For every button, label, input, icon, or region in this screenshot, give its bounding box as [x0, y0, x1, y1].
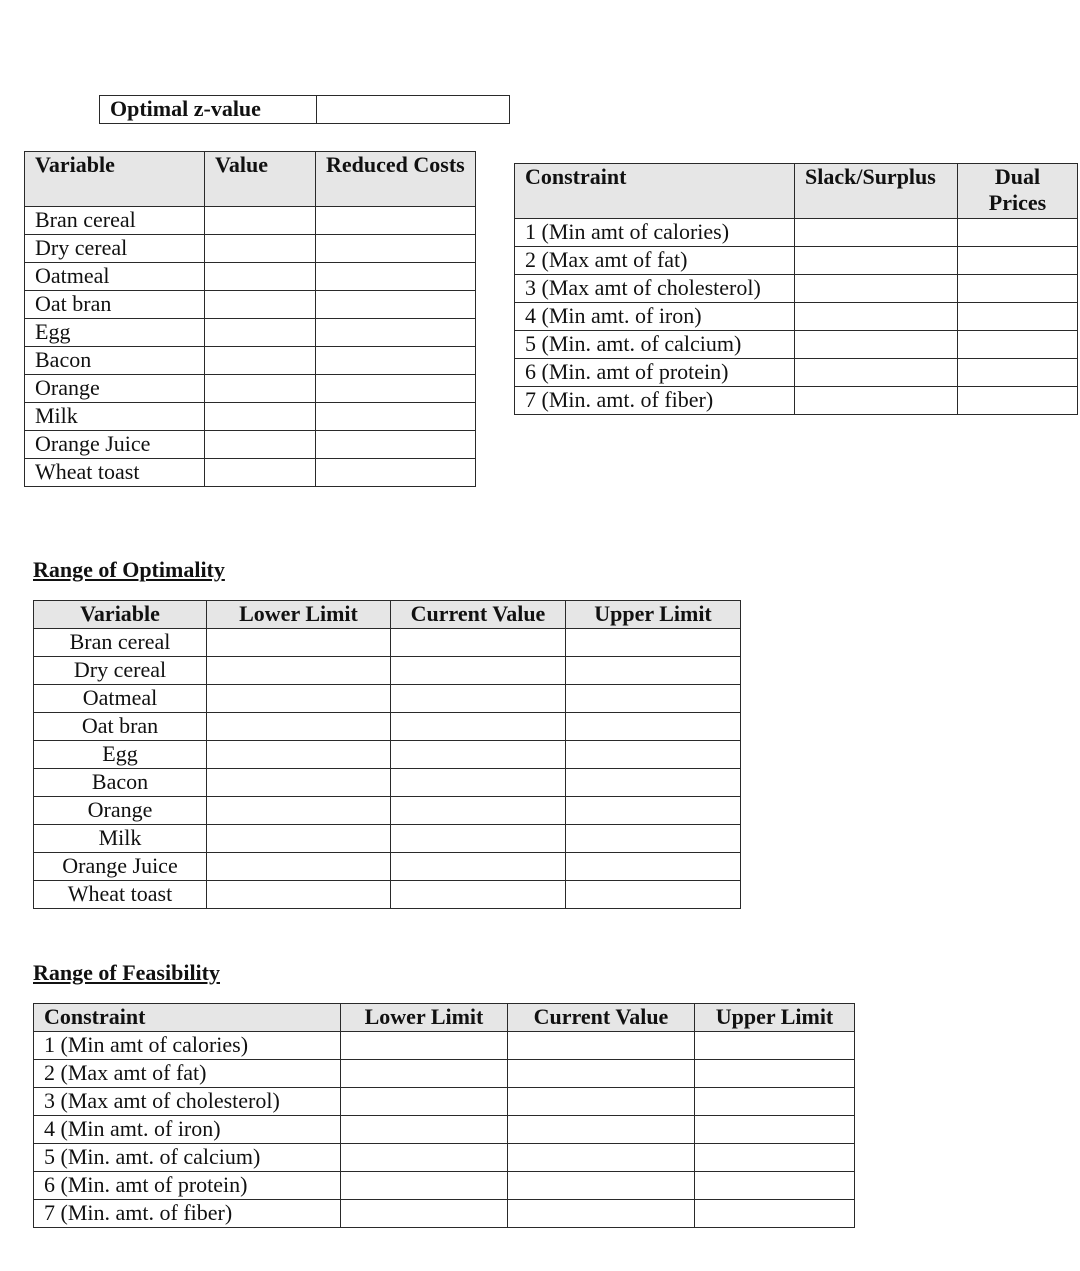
row-label: Bran cereal [34, 629, 207, 657]
answer-cell[interactable] [795, 275, 958, 303]
table-row [34, 769, 741, 797]
row-label: 6 (Min. amt of protein) [34, 1172, 341, 1200]
row-label: Oat bran [25, 291, 205, 319]
row-label: 6 (Min. amt of protein) [515, 359, 795, 387]
row-label: 7 (Min. amt. of fiber) [34, 1200, 341, 1228]
answer-cell[interactable] [508, 1144, 695, 1172]
answer-cell[interactable] [695, 1032, 855, 1060]
row-label: Wheat toast [25, 459, 205, 487]
feas-lower-limit-header: Lower Limit [341, 1004, 508, 1032]
answer-cell[interactable] [508, 1088, 695, 1116]
answer-cell[interactable] [695, 1060, 855, 1088]
answer-cell[interactable] [205, 319, 316, 347]
answer-cell[interactable] [795, 219, 958, 247]
answer-cell[interactable] [207, 797, 391, 825]
row-label: Orange [25, 375, 205, 403]
answer-cell[interactable] [958, 387, 1078, 415]
row-label: 2 (Max amt of fat) [515, 247, 795, 275]
row-label: Oat bran [34, 713, 207, 741]
answer-cell[interactable] [566, 713, 741, 741]
answer-cell[interactable] [205, 291, 316, 319]
answer-cell[interactable] [341, 1172, 508, 1200]
answer-cell[interactable] [341, 1116, 508, 1144]
answer-cell[interactable] [958, 359, 1078, 387]
feas-constraint-header: Constraint [34, 1004, 341, 1032]
answer-cell[interactable] [695, 1144, 855, 1172]
answer-cell[interactable] [566, 685, 741, 713]
answer-cell[interactable] [795, 359, 958, 387]
opt-lower-limit-header: Lower Limit [207, 601, 391, 629]
table-row [515, 387, 1078, 415]
answer-cell[interactable] [341, 1144, 508, 1172]
answer-cell[interactable] [508, 1032, 695, 1060]
value-header: Value [205, 152, 316, 207]
answer-cell[interactable] [316, 347, 476, 375]
answer-cell[interactable] [205, 459, 316, 487]
answer-cell[interactable] [958, 303, 1078, 331]
table-row [515, 331, 1078, 359]
row-label: Oatmeal [25, 263, 205, 291]
answer-cell[interactable] [795, 331, 958, 359]
answer-cell[interactable] [566, 853, 741, 881]
answer-cell[interactable] [207, 657, 391, 685]
answer-cell[interactable] [207, 629, 391, 657]
table-row [34, 657, 741, 685]
row-label: Egg [25, 319, 205, 347]
answer-cell[interactable] [958, 219, 1078, 247]
answer-cell[interactable] [316, 263, 476, 291]
answer-cell[interactable] [207, 769, 391, 797]
answer-cell[interactable] [391, 853, 566, 881]
table-row [25, 403, 476, 431]
answer-cell[interactable] [958, 247, 1078, 275]
row-label: 2 (Max amt of fat) [34, 1060, 341, 1088]
table-row [34, 825, 741, 853]
table-row [515, 247, 1078, 275]
table-row [34, 1144, 855, 1172]
answer-cell[interactable] [566, 797, 741, 825]
table-row [34, 1116, 855, 1144]
answer-cell[interactable] [508, 1200, 695, 1228]
answer-cell[interactable] [566, 881, 741, 909]
range-of-feasibility-heading: Range of Feasibility [33, 960, 220, 985]
answer-cell[interactable] [205, 403, 316, 431]
constraint-header: Constraint [515, 164, 795, 219]
row-label: 5 (Min. amt. of calcium) [34, 1144, 341, 1172]
answer-cell[interactable] [795, 247, 958, 275]
answer-cell[interactable] [205, 431, 316, 459]
opt-variable-header: Variable [34, 601, 207, 629]
table-row [34, 881, 741, 909]
answer-cell[interactable] [508, 1172, 695, 1200]
variables-table [24, 151, 476, 487]
answer-cell[interactable] [695, 1116, 855, 1144]
answer-cell[interactable] [207, 881, 391, 909]
answer-cell[interactable] [316, 291, 476, 319]
optimal-z-value-label: Optimal z-value [100, 96, 317, 124]
row-label: Wheat toast [34, 881, 207, 909]
row-label: 3 (Max amt of cholesterol) [515, 275, 795, 303]
table-row [34, 713, 741, 741]
answer-cell[interactable] [391, 685, 566, 713]
feas-upper-limit-header: Upper Limit [695, 1004, 855, 1032]
opt-current-value-header: Current Value [391, 601, 566, 629]
answer-cell[interactable] [391, 741, 566, 769]
row-label: Oatmeal [34, 685, 207, 713]
answer-cell[interactable] [695, 1172, 855, 1200]
answer-cell[interactable] [341, 1032, 508, 1060]
answer-cell[interactable] [391, 629, 566, 657]
answer-cell[interactable] [205, 207, 316, 235]
answer-cell[interactable] [566, 825, 741, 853]
answer-cell[interactable] [391, 797, 566, 825]
answer-cell[interactable] [316, 403, 476, 431]
answer-cell[interactable] [205, 375, 316, 403]
table-row [34, 797, 741, 825]
table-row [515, 359, 1078, 387]
row-label: Orange Juice [34, 853, 207, 881]
answer-cell[interactable] [341, 1060, 508, 1088]
row-label: Bacon [34, 769, 207, 797]
answer-cell[interactable] [207, 713, 391, 741]
row-label: 1 (Min amt of calories) [34, 1032, 341, 1060]
answer-cell[interactable] [695, 1200, 855, 1228]
table-row [25, 347, 476, 375]
answer-cell[interactable] [391, 825, 566, 853]
row-label: 1 (Min amt of calories) [515, 219, 795, 247]
range-of-feasibility-table [33, 1003, 855, 1228]
table-row [34, 1060, 855, 1088]
dual-prices-header: Dual Prices [958, 164, 1078, 219]
answer-cell[interactable] [341, 1200, 508, 1228]
table-row [515, 303, 1078, 331]
answer-cell[interactable] [391, 769, 566, 797]
table-row [34, 629, 741, 657]
answer-cell[interactable] [958, 275, 1078, 303]
constraints-table [514, 163, 1078, 415]
row-label: 5 (Min. amt. of calcium) [515, 331, 795, 359]
answer-cell[interactable] [391, 657, 566, 685]
row-label: 7 (Min. amt. of fiber) [515, 387, 795, 415]
row-label: Milk [25, 403, 205, 431]
row-label: 3 (Max amt of cholesterol) [34, 1088, 341, 1116]
optimal-z-value-cell[interactable] [317, 96, 510, 124]
answer-cell[interactable] [316, 319, 476, 347]
answer-cell[interactable] [205, 347, 316, 375]
answer-cell[interactable] [205, 235, 316, 263]
slack-surplus-header: Slack/Surplus [795, 164, 958, 219]
table-row [34, 1172, 855, 1200]
table-row [34, 1200, 855, 1228]
table-row [25, 319, 476, 347]
table-row [25, 263, 476, 291]
range-of-optimality-table [33, 600, 741, 909]
answer-cell[interactable] [207, 741, 391, 769]
answer-cell[interactable] [958, 331, 1078, 359]
table-row [34, 1032, 855, 1060]
table-row [515, 219, 1078, 247]
table-row [34, 1088, 855, 1116]
table-row [25, 459, 476, 487]
answer-cell[interactable] [566, 769, 741, 797]
answer-cell[interactable] [391, 881, 566, 909]
table-row [25, 235, 476, 263]
answer-cell[interactable] [391, 713, 566, 741]
answer-cell[interactable] [566, 629, 741, 657]
table-row [25, 431, 476, 459]
answer-cell[interactable] [508, 1060, 695, 1088]
variable-header: Variable [25, 152, 205, 207]
row-label: Egg [34, 741, 207, 769]
answer-cell[interactable] [207, 685, 391, 713]
table-row [34, 853, 741, 881]
table-row [25, 291, 476, 319]
range-of-optimality-heading: Range of Optimality [33, 557, 225, 582]
reduced-costs-header: Reduced Costs [316, 152, 476, 207]
answer-cell[interactable] [316, 459, 476, 487]
table-row [34, 685, 741, 713]
table-row [34, 741, 741, 769]
answer-cell[interactable] [566, 741, 741, 769]
row-label: Bran cereal [25, 207, 205, 235]
optimal-z-value-table [99, 95, 510, 124]
row-label: Milk [34, 825, 207, 853]
row-label: Orange Juice [25, 431, 205, 459]
answer-cell[interactable] [207, 825, 391, 853]
row-label: 4 (Min amt. of iron) [515, 303, 795, 331]
answer-cell[interactable] [316, 235, 476, 263]
row-label: Bacon [25, 347, 205, 375]
table-row [25, 375, 476, 403]
answer-cell[interactable] [316, 431, 476, 459]
row-label: 4 (Min amt. of iron) [34, 1116, 341, 1144]
answer-cell[interactable] [341, 1088, 508, 1116]
answer-cell[interactable] [566, 657, 741, 685]
table-row [25, 207, 476, 235]
row-label: Dry cereal [34, 657, 207, 685]
table-row [515, 275, 1078, 303]
answer-cell[interactable] [316, 375, 476, 403]
row-label: Orange [34, 797, 207, 825]
answer-cell[interactable] [795, 387, 958, 415]
row-label: Dry cereal [25, 235, 205, 263]
answer-cell[interactable] [695, 1088, 855, 1116]
answer-cell[interactable] [205, 263, 316, 291]
answer-cell[interactable] [316, 207, 476, 235]
answer-cell[interactable] [795, 303, 958, 331]
opt-upper-limit-header: Upper Limit [566, 601, 741, 629]
feas-current-value-header: Current Value [508, 1004, 695, 1032]
answer-cell[interactable] [207, 853, 391, 881]
answer-cell[interactable] [508, 1116, 695, 1144]
